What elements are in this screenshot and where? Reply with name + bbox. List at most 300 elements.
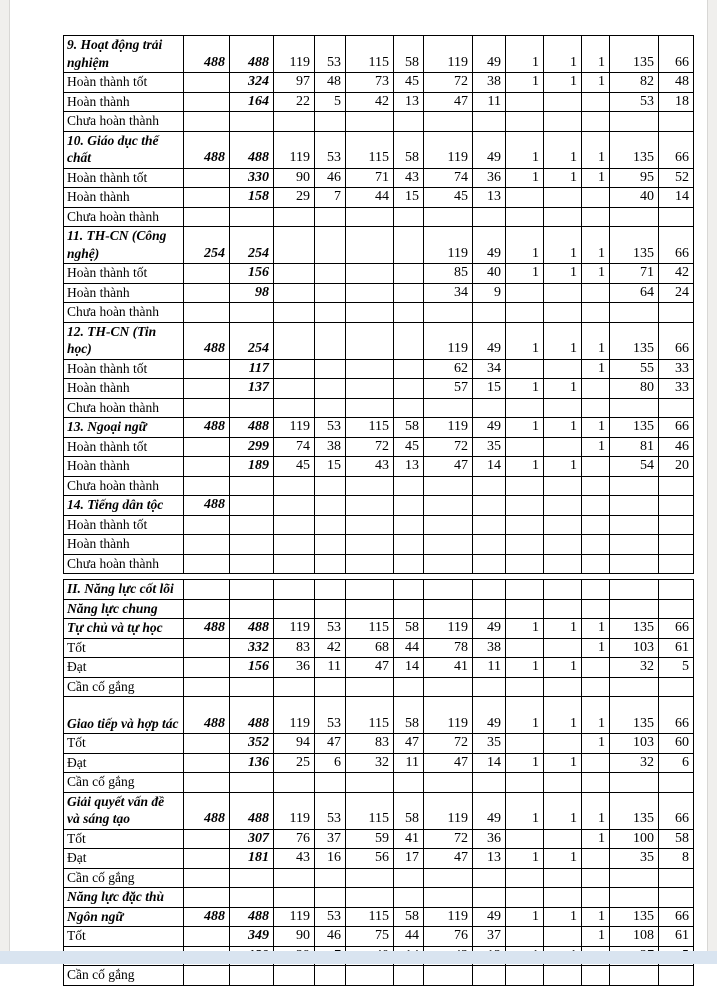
row-label-cell: 11. TH-CN (Công nghệ): [64, 227, 184, 264]
value-cell: 1: [506, 379, 544, 399]
table-row: [64, 658, 694, 678]
value-cell: [274, 476, 315, 496]
value-cell: 53: [315, 418, 346, 438]
value-cell: 46: [315, 168, 346, 188]
value-cell: 330: [230, 168, 274, 188]
value-cell: [506, 398, 544, 418]
value-cell: 1: [582, 697, 610, 734]
value-cell: [184, 188, 230, 208]
value-cell: [544, 398, 582, 418]
value-cell: 119: [274, 619, 315, 639]
value-cell: 488: [184, 322, 230, 359]
row-label-cell: Giải quyết vấn đề và sáng tạo: [64, 792, 184, 829]
value-cell: 33: [659, 379, 694, 399]
value-cell: 115: [346, 697, 394, 734]
value-cell: 11: [473, 658, 506, 678]
value-cell: [394, 303, 424, 323]
row-label-cell: Chưa hoàn thành: [64, 398, 184, 418]
row-label-cell: Hoàn thành tốt: [64, 515, 184, 535]
table-row: [64, 207, 694, 227]
value-cell: [473, 535, 506, 555]
value-cell: [184, 73, 230, 93]
value-cell: 1: [544, 36, 582, 73]
value-cell: [659, 112, 694, 132]
value-cell: [184, 92, 230, 112]
value-cell: 49: [473, 227, 506, 264]
value-cell: [544, 927, 582, 947]
value-cell: 119: [274, 792, 315, 829]
value-cell: [394, 868, 424, 888]
value-cell: 45: [274, 457, 315, 477]
value-cell: 1: [582, 437, 610, 457]
table-row: [64, 418, 694, 438]
table-row: [64, 73, 694, 93]
value-cell: 324: [230, 73, 274, 93]
value-cell: [424, 599, 473, 619]
value-cell: [184, 753, 230, 773]
value-cell: 47: [424, 92, 473, 112]
value-cell: [473, 580, 506, 600]
table-row: [64, 599, 694, 619]
value-cell: [274, 359, 315, 379]
value-cell: 74: [274, 437, 315, 457]
value-cell: [582, 888, 610, 908]
table-row: [64, 168, 694, 188]
row-label-cell: Năng lực chung: [64, 599, 184, 619]
value-cell: [582, 677, 610, 697]
value-cell: 117: [230, 359, 274, 379]
value-cell: 119: [424, 227, 473, 264]
value-cell: 76: [274, 829, 315, 849]
value-cell: [315, 515, 346, 535]
horizontal-scrollbar-track[interactable]: [0, 951, 717, 964]
value-cell: 44: [346, 188, 394, 208]
value-cell: [610, 868, 659, 888]
value-cell: 14: [473, 753, 506, 773]
value-cell: 119: [274, 36, 315, 73]
value-cell: 13: [394, 457, 424, 477]
value-cell: 81: [610, 437, 659, 457]
row-label-cell: Tốt: [64, 734, 184, 754]
value-cell: [544, 966, 582, 986]
value-cell: [582, 283, 610, 303]
value-cell: [610, 207, 659, 227]
value-cell: [274, 283, 315, 303]
value-cell: 119: [424, 619, 473, 639]
value-cell: [346, 264, 394, 284]
value-cell: [544, 496, 582, 516]
value-cell: [184, 535, 230, 555]
value-cell: [394, 379, 424, 399]
value-cell: 135: [610, 131, 659, 168]
value-cell: 119: [424, 697, 473, 734]
value-cell: [424, 476, 473, 496]
row-label-cell: Hoàn thành tốt: [64, 264, 184, 284]
value-cell: [506, 112, 544, 132]
value-cell: [184, 379, 230, 399]
value-cell: 135: [610, 418, 659, 438]
table-row: [64, 359, 694, 379]
value-cell: [230, 112, 274, 132]
value-cell: [610, 773, 659, 793]
value-cell: [582, 554, 610, 574]
value-cell: [506, 207, 544, 227]
value-cell: 64: [610, 283, 659, 303]
table-row: [64, 131, 694, 168]
value-cell: 1: [582, 907, 610, 927]
value-cell: 1: [544, 619, 582, 639]
value-cell: 58: [394, 131, 424, 168]
value-cell: 72: [424, 829, 473, 849]
value-cell: [394, 398, 424, 418]
value-cell: 59: [346, 829, 394, 849]
value-cell: 58: [394, 36, 424, 73]
value-cell: 72: [424, 734, 473, 754]
value-cell: 349: [230, 927, 274, 947]
value-cell: 45: [394, 437, 424, 457]
value-cell: [506, 677, 544, 697]
value-cell: 156: [230, 658, 274, 678]
value-cell: [582, 580, 610, 600]
value-cell: [315, 398, 346, 418]
value-cell: [315, 580, 346, 600]
value-cell: [274, 207, 315, 227]
value-cell: [610, 554, 659, 574]
value-cell: 181: [230, 849, 274, 869]
right-page-gutter: [707, 0, 717, 952]
value-cell: 43: [394, 168, 424, 188]
value-cell: 254: [230, 322, 274, 359]
table-row: [64, 398, 694, 418]
value-cell: 1: [544, 168, 582, 188]
value-cell: 43: [274, 849, 315, 869]
value-cell: [315, 677, 346, 697]
value-cell: 95: [610, 168, 659, 188]
value-cell: 49: [473, 418, 506, 438]
value-cell: [582, 398, 610, 418]
value-cell: 55: [610, 359, 659, 379]
value-cell: 1: [544, 73, 582, 93]
value-cell: [473, 773, 506, 793]
row-label-cell: Chưa hoàn thành: [64, 207, 184, 227]
value-cell: [424, 868, 473, 888]
value-cell: 164: [230, 92, 274, 112]
value-cell: [346, 398, 394, 418]
value-cell: 115: [346, 131, 394, 168]
value-cell: 17: [394, 849, 424, 869]
value-cell: [184, 207, 230, 227]
value-cell: 136: [230, 753, 274, 773]
value-cell: 254: [230, 227, 274, 264]
value-cell: 115: [346, 619, 394, 639]
value-cell: [473, 868, 506, 888]
value-cell: 13: [473, 188, 506, 208]
row-label-cell: Chưa hoàn thành: [64, 476, 184, 496]
value-cell: [230, 535, 274, 555]
value-cell: 488: [230, 792, 274, 829]
value-cell: [582, 773, 610, 793]
value-cell: 48: [315, 73, 346, 93]
value-cell: [346, 322, 394, 359]
value-cell: 53: [315, 907, 346, 927]
row-label-cell: Cần cố gắng: [64, 966, 184, 986]
value-cell: [184, 658, 230, 678]
value-cell: 1: [544, 322, 582, 359]
value-cell: [394, 227, 424, 264]
value-cell: 24: [659, 283, 694, 303]
value-cell: 66: [659, 418, 694, 438]
value-cell: 6: [315, 753, 346, 773]
value-cell: 78: [424, 638, 473, 658]
value-cell: 68: [346, 638, 394, 658]
value-cell: 45: [394, 73, 424, 93]
value-cell: 76: [424, 927, 473, 947]
value-cell: [394, 496, 424, 516]
value-cell: [544, 283, 582, 303]
value-cell: 47: [346, 658, 394, 678]
table-row: [64, 437, 694, 457]
value-cell: 1: [582, 73, 610, 93]
value-cell: [274, 599, 315, 619]
value-cell: 20: [659, 457, 694, 477]
value-cell: [659, 496, 694, 516]
value-cell: 35: [473, 437, 506, 457]
value-cell: 47: [424, 753, 473, 773]
value-cell: [184, 580, 230, 600]
value-cell: [544, 868, 582, 888]
table-row: [64, 868, 694, 888]
table-row: [64, 619, 694, 639]
value-cell: [184, 868, 230, 888]
value-cell: 14: [473, 457, 506, 477]
value-cell: 119: [424, 322, 473, 359]
value-cell: [610, 888, 659, 908]
value-cell: [394, 966, 424, 986]
value-cell: [544, 580, 582, 600]
value-cell: [506, 92, 544, 112]
document-page: [63, 35, 694, 986]
table-row: [64, 677, 694, 697]
value-cell: 9: [473, 283, 506, 303]
value-cell: 115: [346, 418, 394, 438]
value-cell: 49: [473, 907, 506, 927]
value-cell: 1: [544, 131, 582, 168]
table-row: [64, 322, 694, 359]
value-cell: 488: [184, 619, 230, 639]
value-cell: 119: [424, 131, 473, 168]
value-cell: [230, 398, 274, 418]
value-cell: [315, 535, 346, 555]
value-cell: [184, 264, 230, 284]
value-cell: 44: [394, 638, 424, 658]
subjects-results-table: [63, 35, 694, 574]
value-cell: 38: [315, 437, 346, 457]
value-cell: [473, 476, 506, 496]
value-cell: [582, 535, 610, 555]
value-cell: 11: [473, 92, 506, 112]
value-cell: [346, 535, 394, 555]
table-row: [64, 927, 694, 947]
value-cell: 11: [315, 658, 346, 678]
value-cell: 32: [610, 753, 659, 773]
value-cell: [582, 515, 610, 535]
value-cell: 5: [315, 92, 346, 112]
value-cell: 119: [274, 131, 315, 168]
value-cell: [424, 966, 473, 986]
value-cell: 58: [659, 829, 694, 849]
value-cell: [394, 677, 424, 697]
value-cell: [506, 868, 544, 888]
value-cell: [346, 966, 394, 986]
value-cell: 352: [230, 734, 274, 754]
value-cell: [582, 207, 610, 227]
value-cell: 1: [506, 658, 544, 678]
value-cell: 47: [315, 734, 346, 754]
value-cell: [544, 535, 582, 555]
value-cell: [346, 868, 394, 888]
value-cell: 46: [315, 927, 346, 947]
value-cell: [230, 888, 274, 908]
value-cell: 16: [315, 849, 346, 869]
value-cell: [544, 829, 582, 849]
value-cell: [315, 359, 346, 379]
value-cell: 119: [424, 792, 473, 829]
value-cell: 1: [506, 36, 544, 73]
value-cell: [184, 927, 230, 947]
value-cell: 72: [424, 437, 473, 457]
value-cell: 1: [506, 168, 544, 188]
value-cell: [610, 535, 659, 555]
value-cell: 66: [659, 36, 694, 73]
value-cell: 32: [610, 658, 659, 678]
value-cell: [274, 535, 315, 555]
value-cell: [230, 966, 274, 986]
value-cell: [315, 966, 346, 986]
value-cell: 66: [659, 697, 694, 734]
value-cell: [315, 599, 346, 619]
value-cell: 36: [274, 658, 315, 678]
value-cell: [184, 359, 230, 379]
value-cell: 100: [610, 829, 659, 849]
value-cell: [230, 580, 274, 600]
row-label-cell: 14. Tiếng dân tộc: [64, 496, 184, 516]
value-cell: 37: [315, 829, 346, 849]
value-cell: 1: [544, 457, 582, 477]
value-cell: [506, 927, 544, 947]
table-row: [64, 283, 694, 303]
value-cell: 1: [544, 658, 582, 678]
value-cell: 299: [230, 437, 274, 457]
value-cell: [544, 359, 582, 379]
value-cell: 75: [346, 927, 394, 947]
value-cell: 83: [274, 638, 315, 658]
value-cell: 73: [346, 73, 394, 93]
value-cell: [394, 599, 424, 619]
value-cell: [424, 554, 473, 574]
row-label-cell: Tự chủ và tự học: [64, 619, 184, 639]
table-row: [64, 379, 694, 399]
value-cell: 135: [610, 36, 659, 73]
value-cell: 254: [184, 227, 230, 264]
value-cell: [582, 476, 610, 496]
table-row: [64, 753, 694, 773]
value-cell: [473, 496, 506, 516]
value-cell: [184, 476, 230, 496]
value-cell: [274, 227, 315, 264]
value-cell: 41: [394, 829, 424, 849]
value-cell: [274, 398, 315, 418]
value-cell: [473, 677, 506, 697]
value-cell: [394, 773, 424, 793]
value-cell: 53: [315, 131, 346, 168]
value-cell: [346, 303, 394, 323]
value-cell: [473, 966, 506, 986]
value-cell: 54: [610, 457, 659, 477]
value-cell: [274, 379, 315, 399]
value-cell: [506, 437, 544, 457]
value-cell: [659, 677, 694, 697]
table-row: [64, 457, 694, 477]
value-cell: [659, 599, 694, 619]
value-cell: 14: [659, 188, 694, 208]
table-row: [64, 112, 694, 132]
row-label-cell: Tốt: [64, 829, 184, 849]
value-cell: 13: [473, 849, 506, 869]
value-cell: 1: [506, 264, 544, 284]
value-cell: 103: [610, 734, 659, 754]
value-cell: 488: [184, 131, 230, 168]
value-cell: 42: [659, 264, 694, 284]
core-competencies-table: [63, 579, 694, 986]
value-cell: 1: [506, 619, 544, 639]
value-cell: 488: [230, 907, 274, 927]
value-cell: 98: [230, 283, 274, 303]
value-cell: [659, 554, 694, 574]
value-cell: [424, 496, 473, 516]
value-cell: [394, 322, 424, 359]
value-cell: [394, 283, 424, 303]
value-cell: [184, 888, 230, 908]
value-cell: [230, 677, 274, 697]
table-row: [64, 888, 694, 908]
value-cell: 1: [582, 227, 610, 264]
table-row: [64, 303, 694, 323]
value-cell: 53: [315, 697, 346, 734]
value-cell: [582, 496, 610, 516]
value-cell: [582, 849, 610, 869]
value-cell: [274, 112, 315, 132]
value-cell: [506, 966, 544, 986]
value-cell: [274, 580, 315, 600]
value-cell: [230, 207, 274, 227]
value-cell: [346, 227, 394, 264]
table-row: [64, 515, 694, 535]
value-cell: 15: [315, 457, 346, 477]
left-page-gutter: [0, 0, 10, 952]
value-cell: [659, 207, 694, 227]
value-cell: [424, 535, 473, 555]
value-cell: [610, 476, 659, 496]
table-row: [64, 638, 694, 658]
row-label-cell: Giao tiếp và hợp tác: [64, 697, 184, 734]
value-cell: [346, 599, 394, 619]
value-cell: [659, 773, 694, 793]
value-cell: [184, 966, 230, 986]
row-label-cell: Ngôn ngữ: [64, 907, 184, 927]
value-cell: [315, 207, 346, 227]
value-cell: [315, 322, 346, 359]
value-cell: [506, 359, 544, 379]
